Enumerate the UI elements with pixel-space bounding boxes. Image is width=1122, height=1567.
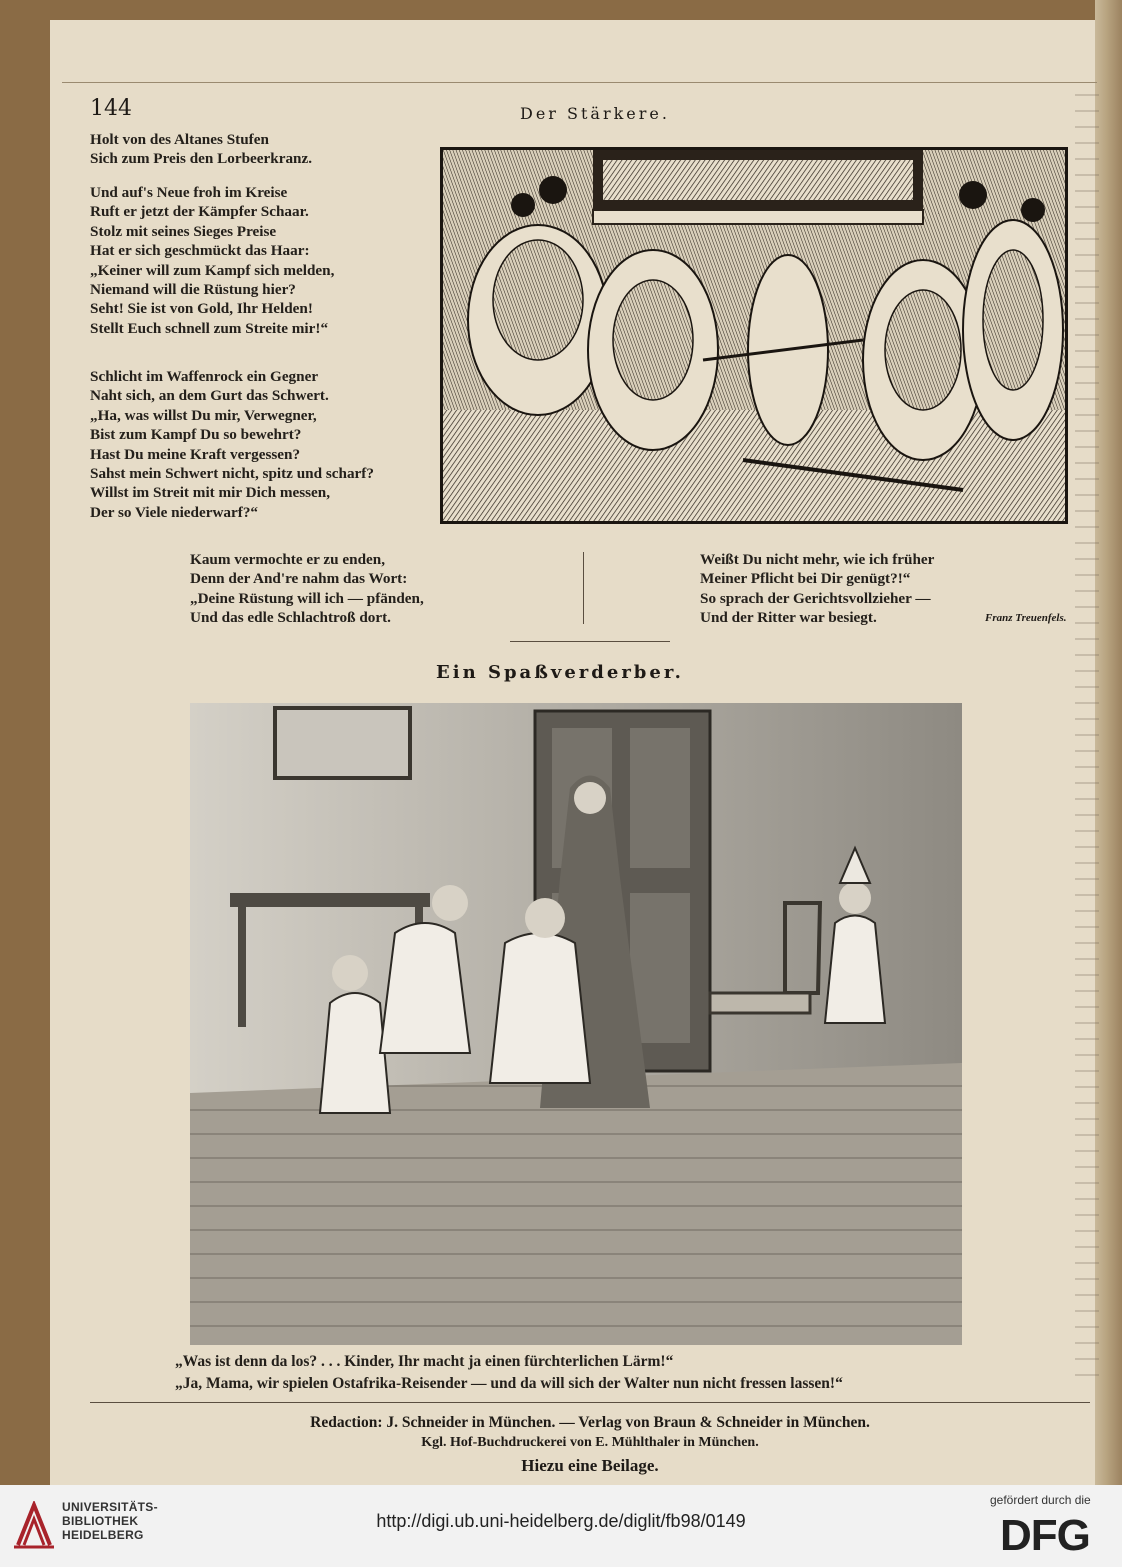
jousting-engraving [443, 150, 1065, 521]
poem-stanza-1 [90, 130, 312, 169]
library-name-line: HEIDELBERG [62, 1528, 144, 1542]
caption-line-2: „Ja, Mama, wir spielen Ostafrika-Reisender — und da will sich der Walter nun nicht fressen lassen!“ [175, 1375, 843, 1392]
poem-line: Sahst mein Schwert nicht, spitz und scharf? [90, 465, 374, 483]
poem-line: So sprach der Gerichtsvollzieher — [700, 589, 931, 607]
poem-line: Weißt Du nicht mehr, wie ich früher [700, 551, 935, 568]
poem-author: Franz Treuenfels. [985, 612, 1067, 624]
poem-line: Kaum vermochte er zu enden, [190, 551, 386, 568]
viewer-bar [0, 1485, 1122, 1567]
woodcut-illustration [440, 147, 1068, 524]
poem-line: Der so Viele niederwarf?“ [90, 503, 259, 521]
poem-line: Und auf's Neue froh im Kreise [90, 184, 288, 201]
poem-line: Naht sich, an dem Gurt das Schwert. [90, 387, 329, 405]
poem-line: Stellt Euch schnell zum Streite mir!“ [90, 319, 329, 337]
poem-line: Hast Du meine Kraft vergessen? [90, 445, 301, 463]
document-url-link[interactable]: http://digi.ub.uni-heidelberg.de/diglit/fb98/0149 [376, 1511, 746, 1531]
column-divider [583, 552, 584, 624]
children-playing-engraving [190, 703, 962, 1345]
facing-page-bleed [1075, 80, 1099, 1380]
poem-line: Seht! Sie ist von Gold, Ihr Helden! [90, 300, 313, 318]
library-name-line: BIBLIOTHEK [62, 1514, 139, 1528]
illustration-title: Ein Spaßverderber. [436, 662, 684, 683]
library-name-line: UNIVERSITÄTS- [62, 1500, 158, 1514]
poem-line: Meiner Pflicht bei Dir genügt?!“ [700, 570, 911, 588]
scene-illustration [190, 703, 962, 1345]
poem-line: Ruft er jetzt der Kämpfer Schaar. [90, 203, 309, 221]
poem-stanza-5 [700, 550, 934, 628]
poem-line: Bist zum Kampf Du so bewehrt? [90, 426, 302, 444]
funded-by-label: gefördert durch die [990, 1493, 1091, 1507]
book-spine [1095, 0, 1122, 1485]
footer-rule [90, 1402, 1090, 1403]
poem-line: Schlicht im Waffenrock ein Gegner [90, 368, 319, 385]
page-number: 144 [90, 96, 132, 121]
poem-line: Stolz mit seines Sieges Preise [90, 222, 277, 240]
poem-line: Niemand will die Rüstung hier? [90, 281, 296, 299]
poem-line: Und der Ritter war besiegt. [700, 609, 877, 627]
poem-stanza-2 [90, 183, 334, 338]
poem-title: Der Stärkere. [520, 104, 670, 123]
footer-publisher: Redaction: J. Schneider in München. — Verlag von Braun & Schneider in München. [310, 1414, 870, 1431]
poem-line: „Ha, was willst Du mir, Verwegner, [90, 406, 317, 424]
caption-line-1: „Was ist denn da los? . . . Kinder, Ihr macht ja einen fürchterlichen Lärm!“ [175, 1353, 674, 1370]
dfg-logo[interactable]: DFG [1000, 1511, 1090, 1560]
header-rule [62, 82, 1097, 83]
poem-line: Hat er sich geschmückt das Haar: [90, 242, 310, 260]
section-rule [510, 641, 670, 642]
poem-stanza-3 [90, 367, 374, 522]
poem-line: Willst im Streit mit mir Dich messen, [90, 484, 331, 502]
poem-line: Holt von des Altanes Stufen [90, 131, 269, 148]
footer-printer: Kgl. Hof-Buchdruckerei von E. Mühlthaler in München. [421, 1435, 759, 1450]
poem-line: „Keiner will zum Kampf sich melden, [90, 261, 335, 279]
poem-line: Und das edle Schlachtroß dort. [190, 609, 391, 627]
poem-line: Sich zum Preis den Lorbeerkranz. [90, 150, 313, 168]
poem-line: „Deine Rüstung will ich — pfänden, [190, 589, 424, 607]
poem-stanza-4 [190, 550, 424, 628]
footer-supplement-note: Hiezu eine Beilage. [521, 1456, 659, 1475]
poem-line: Denn der And're nahm das Wort: [190, 570, 408, 588]
